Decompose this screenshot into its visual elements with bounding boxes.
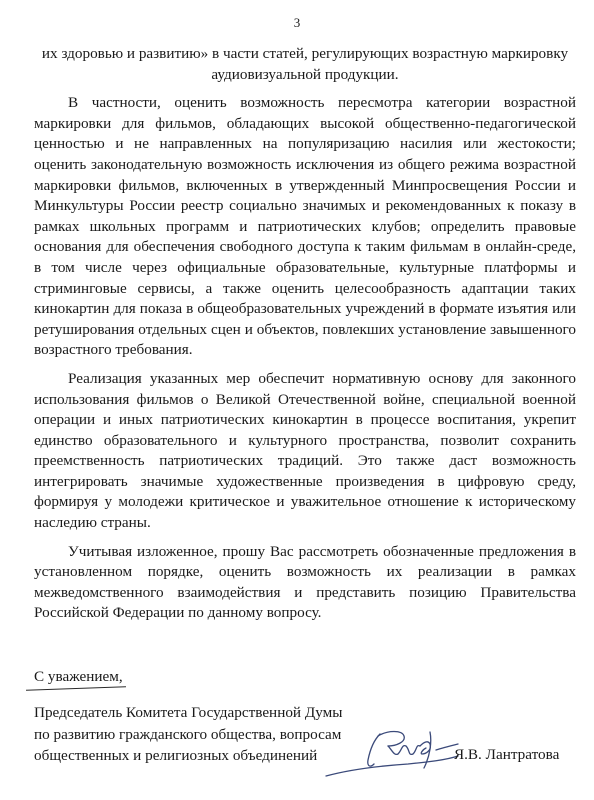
signatory-title-line: по развитию гражданского общества, вопросам <box>34 725 342 743</box>
closing-salutation: С уважением, <box>34 668 123 685</box>
paragraph-continuation: их здоровью и развитию» в части статей, регулирующих возрастную маркировку аудиовизуальной продукции. <box>41 45 569 83</box>
letter-body <box>34 44 576 632</box>
page-number: 3 <box>293 15 301 30</box>
paragraph-request: Учитывая изложенное, прошу Вас рассмотреть обозначенные предложения в установленном порядке, оценить возможность их реализации в рамках межведомственного взаимодействия и представить позицию Правительства Российской Федерации по данному вопросу. <box>34 542 576 622</box>
signatory-title-line: Председатель Комитета Государственной Думы <box>34 704 343 721</box>
paragraph-proposals: В частности, оценить возможность пересмотра категории возрастной маркировки для фильмов, обладающих высокой общественно-педагогической ценностью и не направленных на популяризацию насилия или жестокости; оценить законодательную возможность исключения из общего режима возрастной маркировки фильмов, включенных в утвержденный Минпросвещения России и Минкультуры России реестр социально значимых и рекомендованных к показу в рамках школьных программ и патриотических клубов; определить правовые основания для обеспечения свободного доступа к таким фильмам в онлайн-среде, в том числе через официальные образовательные, культурные платформы и стриминговые сервисы, а также оценить целесообразность адаптации таких кинокартин для показа в общеобразовательных учреждений в формате изъятия или ретуширования отдельных сцен и объектов, повлекших установление завышенного возрастного требования. <box>34 94 576 359</box>
signer-name: Я.В. Лантратова <box>454 746 560 763</box>
signatory-title-line: общественных и религиозных объединений <box>34 747 318 764</box>
paragraph-outcome: Реализация указанных мер обеспечит нормативную основу для законного использования фильмов о Великой Отечественной войне, специальной военной операции и иных патриотических кинокартин в процессе воспитания, укрепит единство образовательного и культурного пространства, позволит сохранить преемственность патриотических традиций. Это также даст возможность интегрировать значимые художественные произведения в цифровую среду, формируя у молодежи критическое и уважительное отношение к историческому наследию страны. <box>34 369 576 532</box>
